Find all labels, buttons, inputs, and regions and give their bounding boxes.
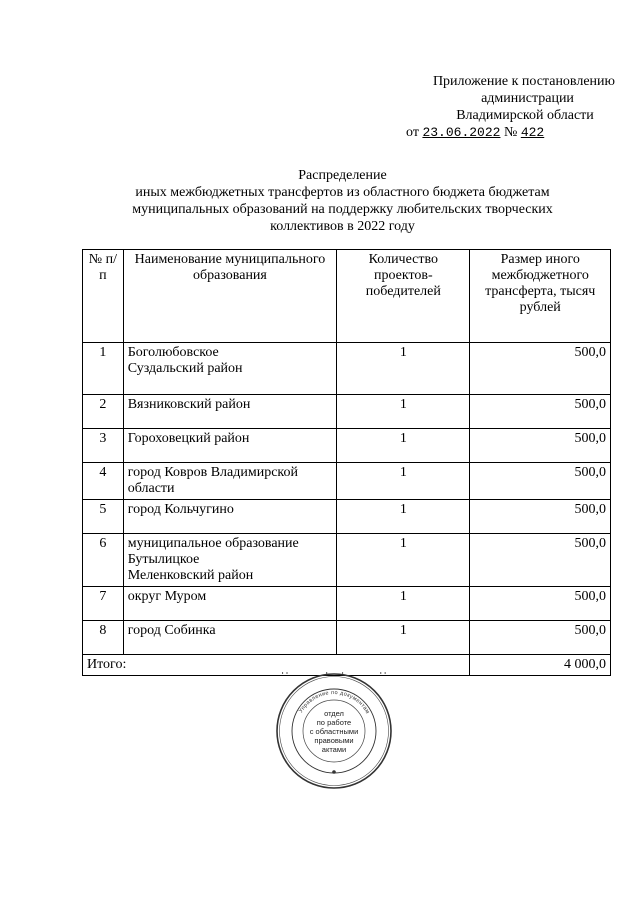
- row-project-count: 1: [337, 429, 470, 463]
- header-line-appendix: Приложение к постановлению: [432, 74, 615, 89]
- row-number: 4: [83, 463, 124, 500]
- title-line-4: коллективов в 2022 году: [270, 219, 415, 234]
- document-date: 23.06.2022: [422, 125, 501, 140]
- distribution-table: [82, 249, 611, 676]
- table-row: [83, 587, 611, 621]
- row-project-count: 1: [337, 343, 470, 395]
- row-transfer-amount: 500,0: [470, 343, 611, 395]
- table-row: [83, 500, 611, 534]
- municipality-name-line: Гороховецкий район: [127, 431, 250, 446]
- municipality-name-line: Вязниковский район: [127, 397, 251, 412]
- row-number: 3: [83, 429, 124, 463]
- header-num: № п/п: [83, 250, 124, 343]
- table-row: [83, 343, 611, 395]
- row-project-count: 1: [337, 463, 470, 500]
- row-transfer-amount: 500,0: [470, 587, 611, 621]
- municipality-name-line: области: [127, 481, 175, 496]
- municipality-name-line: Бутылицкое: [127, 552, 200, 567]
- title-line-3: муниципальных образований на поддержку любительских творческих: [132, 202, 553, 217]
- header-size: Размер иного межбюджетного трансферта, тысяч рублей: [470, 250, 611, 343]
- row-project-count: 1: [337, 587, 470, 621]
- seal-center-line-2: по работе: [316, 717, 352, 727]
- row-project-count: 1: [337, 534, 470, 587]
- row-number: 8: [83, 621, 124, 655]
- row-transfer-amount: 500,0: [470, 621, 611, 655]
- seal-center-line-3: с областными: [309, 726, 359, 736]
- title-line-2: иных межбюджетных трансфертов из областного бюджета бюджетам: [135, 185, 550, 200]
- seal-center-line-1: отдел: [324, 708, 344, 718]
- seal-center-text: [275, 672, 393, 790]
- row-municipality-name: [123, 534, 336, 587]
- row-municipality-name: [123, 621, 336, 655]
- header-line-region: Владимирской области: [456, 108, 594, 123]
- table-row: [83, 534, 611, 587]
- row-project-count: 1: [337, 621, 470, 655]
- municipality-name-line: Меленковский район: [127, 568, 254, 583]
- row-number: 1: [83, 343, 124, 395]
- municipality-name-line: округ Муром: [127, 589, 207, 604]
- row-municipality-name: [123, 587, 336, 621]
- header-count: Количество проектов-победителей: [337, 250, 470, 343]
- table-body: [83, 343, 611, 655]
- document-number: 422: [520, 125, 545, 140]
- municipality-name-line: Суздальский район: [127, 361, 243, 376]
- table-row: [83, 429, 611, 463]
- row-transfer-amount: 500,0: [470, 395, 611, 429]
- row-number: 7: [83, 587, 124, 621]
- municipality-name-line: муниципальное образование: [127, 536, 299, 551]
- table-row: [83, 395, 611, 429]
- municipality-name-line: Боголюбовское: [127, 345, 219, 360]
- row-number: 5: [83, 500, 124, 534]
- row-municipality-name: [123, 343, 336, 395]
- table-row: [83, 463, 611, 500]
- row-number: 6: [83, 534, 124, 587]
- row-municipality-name: [123, 463, 336, 500]
- municipality-name-line: город Кольчугино: [127, 502, 234, 517]
- table-header-row: [83, 250, 611, 343]
- header-line-administration: администрации: [481, 91, 574, 106]
- row-project-count: 1: [337, 395, 470, 429]
- table-row: [83, 621, 611, 655]
- row-transfer-amount: 500,0: [470, 429, 611, 463]
- total-value: 4 000,0: [470, 655, 611, 676]
- header-name: Наименование муниципального образования: [123, 250, 336, 343]
- row-municipality-name: [123, 429, 336, 463]
- seal-inner-ring-text: Управление по документам: [298, 689, 371, 716]
- document-header: [400, 73, 615, 141]
- row-municipality-name: [123, 395, 336, 429]
- row-number: 2: [83, 395, 124, 429]
- row-transfer-amount: 500,0: [470, 500, 611, 534]
- row-transfer-amount: 500,0: [470, 534, 611, 587]
- seal-center-line-4: правовыми: [314, 735, 354, 745]
- municipality-name-line: город Ковров Владимирской: [127, 465, 298, 480]
- official-seal: [275, 672, 393, 790]
- row-municipality-name: [123, 500, 336, 534]
- total-label: Итого:: [83, 655, 470, 676]
- municipality-name-line: город Собинка: [127, 623, 216, 638]
- title-line-1: Распределение: [298, 168, 387, 183]
- header-date-line: [400, 124, 615, 141]
- row-transfer-amount: 500,0: [470, 463, 611, 500]
- number-prefix: №: [503, 125, 518, 140]
- date-prefix: от: [406, 125, 419, 140]
- row-project-count: 1: [337, 500, 470, 534]
- seal-center-line-5: актами: [321, 744, 347, 754]
- document-title: [80, 167, 605, 235]
